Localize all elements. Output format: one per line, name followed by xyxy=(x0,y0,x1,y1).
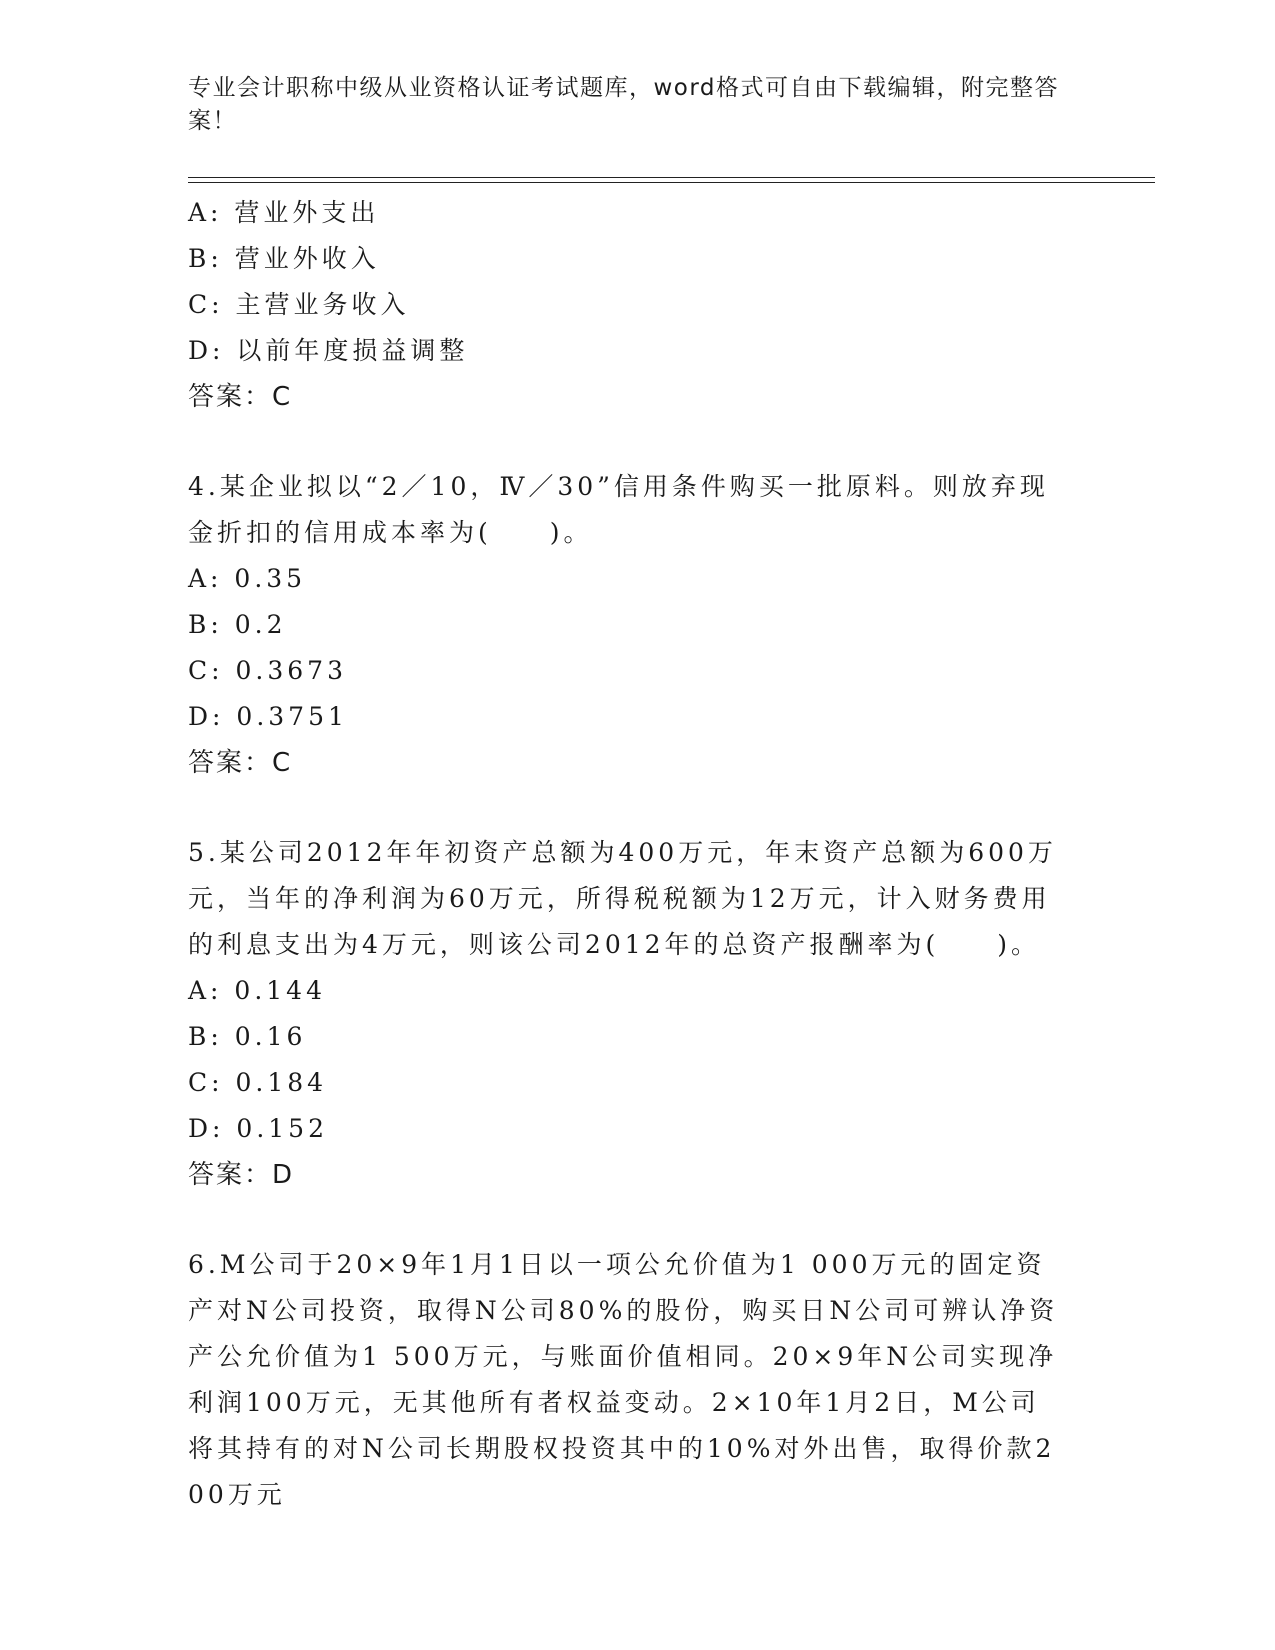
question-content xyxy=(188,190,1088,1518)
header-rule-top xyxy=(188,177,1155,178)
spacer xyxy=(188,1198,1088,1242)
option-d: D: 以前年度损益调整 xyxy=(188,336,469,365)
option-b: B: 0.16 xyxy=(188,1022,307,1051)
option-c: C: 主营业务收入 xyxy=(188,290,410,319)
option-b: B: 营业外收入 xyxy=(188,244,380,273)
option-c: C: 0.3673 xyxy=(188,656,347,685)
question-6-text: 6.M公司于20×9年1月1日以一项公允价值为1 000万元的固定资产对N公司投资，取得N公司80%的股份，购买日N公司可辨认净资产公允价值为1 500万元，与账面价值相同。20×9年N公司实现净利润100万元，无其他所有者权益变动。2×10年1月2日，M公司将其持有的对N公司长期股权投资其中的10%对外出售，取得价款200万元 xyxy=(188,1250,1059,1509)
option-c: C: 0.184 xyxy=(188,1068,328,1097)
question-4-text: 4.某企业拟以“2／10，Ⅳ／30”信用条件购买一批原料。则放弃现金折扣的信用成本率为( )。 xyxy=(188,472,1049,547)
option-d: D: 0.152 xyxy=(188,1114,328,1143)
answer-line: 答案：C xyxy=(188,382,293,412)
question-5-text: 5.某公司2012年年初资产总额为400万元，年末资产总额为600万元，当年的净利润为60万元，所得税税额为12万元，计入财务费用的利息支出为4万元，则该公司2012年的总资产报酬率为( )。 xyxy=(188,838,1057,959)
option-a: A: 营业外支出 xyxy=(188,198,380,227)
option-a: A: 0.144 xyxy=(188,976,326,1005)
spacer xyxy=(188,420,1088,464)
page-header: 专业会计职称中级从业资格认证考试题库，word格式可自由下载编辑，附完整答案！ xyxy=(188,75,1060,134)
answer-line: 答案：C xyxy=(188,748,293,778)
option-a: A: 0.35 xyxy=(188,564,307,593)
spacer xyxy=(188,786,1088,830)
option-b: B: 0.2 xyxy=(188,610,287,639)
option-d: D: 0.3751 xyxy=(188,702,348,731)
answer-line: 答案：D xyxy=(188,1160,295,1190)
header-rule-bottom xyxy=(188,182,1155,183)
